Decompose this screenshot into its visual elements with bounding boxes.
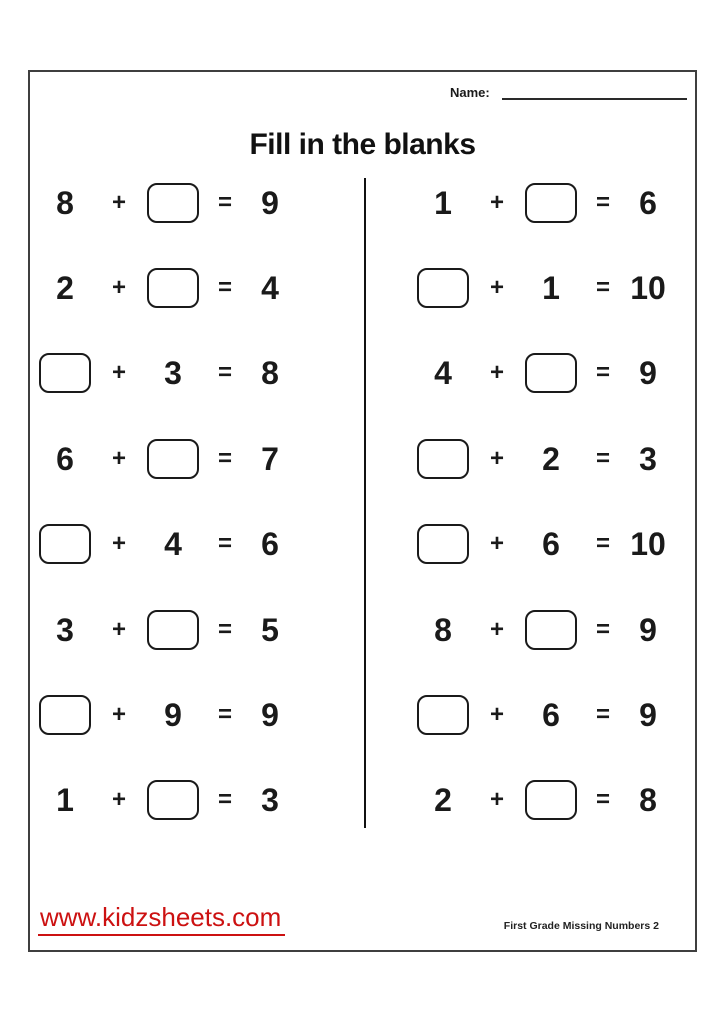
addend-value: 8: [56, 184, 74, 221]
result-value: 9: [261, 184, 279, 221]
plus-operator: +: [489, 274, 504, 302]
equals-sign: =: [595, 274, 610, 302]
equals-sign: =: [217, 701, 232, 729]
addend-value: 6: [56, 440, 74, 477]
equals-sign: =: [595, 359, 610, 387]
result-value: 5: [261, 611, 279, 648]
answer-box[interactable]: [147, 439, 199, 479]
answer-box[interactable]: [417, 695, 469, 735]
addend-value: 1: [56, 782, 74, 819]
equation-row: [414, 245, 666, 330]
equation-row: [414, 672, 666, 757]
addend-value: 2: [434, 782, 452, 819]
answer-box[interactable]: [147, 268, 199, 308]
equation-row: [414, 758, 666, 843]
page-title: Fill in the blanks: [249, 128, 476, 161]
result-value: 3: [639, 440, 657, 477]
site-link[interactable]: www.kidzsheets.com: [38, 904, 285, 936]
equals-sign: =: [595, 530, 610, 558]
addend-value: 1: [542, 270, 560, 307]
plus-operator: +: [111, 274, 126, 302]
addend-value: 4: [164, 526, 182, 563]
answer-box[interactable]: [417, 268, 469, 308]
sheet-border: [28, 70, 697, 952]
plus-operator: +: [111, 444, 126, 472]
equals-sign: =: [595, 701, 610, 729]
equals-sign: =: [217, 188, 232, 216]
equation-row: [414, 160, 666, 245]
addend-value: 4: [434, 355, 452, 392]
addend-value: 3: [56, 611, 74, 648]
equals-sign: =: [595, 444, 610, 472]
answer-box[interactable]: [39, 353, 91, 393]
result-value: 10: [630, 270, 666, 307]
equation-row: [414, 416, 666, 501]
plus-operator: +: [489, 530, 504, 558]
result-value: 8: [639, 782, 657, 819]
equation-row: [36, 331, 288, 416]
equation-row: [36, 672, 288, 757]
answer-box[interactable]: [417, 439, 469, 479]
name-label: Name:: [450, 85, 490, 100]
result-value: 4: [261, 270, 279, 307]
result-value: 6: [261, 526, 279, 563]
equation-row: [414, 502, 666, 587]
answer-box[interactable]: [147, 780, 199, 820]
addend-value: 1: [434, 184, 452, 221]
result-value: 3: [261, 782, 279, 819]
problems-column-left: [36, 160, 288, 843]
answer-box[interactable]: [525, 780, 577, 820]
result-value: 9: [639, 611, 657, 648]
answer-box[interactable]: [525, 183, 577, 223]
worksheet-caption: First Grade Missing Numbers 2: [503, 920, 659, 932]
column-divider: [364, 178, 366, 828]
plus-operator: +: [489, 444, 504, 472]
equals-sign: =: [595, 615, 610, 643]
result-value: 9: [639, 355, 657, 392]
result-value: 6: [639, 184, 657, 221]
equals-sign: =: [217, 444, 232, 472]
equation-row: [414, 331, 666, 416]
name-input-line[interactable]: [502, 84, 687, 100]
addend-value: 2: [542, 440, 560, 477]
equals-sign: =: [217, 530, 232, 558]
result-value: 10: [630, 526, 666, 563]
equation-row: [414, 587, 666, 672]
addend-value: 3: [164, 355, 182, 392]
result-value: 7: [261, 440, 279, 477]
answer-box[interactable]: [525, 610, 577, 650]
result-value: 8: [261, 355, 279, 392]
plus-operator: +: [489, 701, 504, 729]
answer-box[interactable]: [147, 183, 199, 223]
plus-operator: +: [111, 530, 126, 558]
plus-operator: +: [489, 786, 504, 814]
equals-sign: =: [217, 615, 232, 643]
equals-sign: =: [217, 786, 232, 814]
equation-row: [36, 758, 288, 843]
plus-operator: +: [111, 188, 126, 216]
equals-sign: =: [595, 786, 610, 814]
addend-value: 9: [164, 697, 182, 734]
equals-sign: =: [217, 274, 232, 302]
name-row: [450, 84, 687, 100]
plus-operator: +: [489, 359, 504, 387]
plus-operator: +: [111, 786, 126, 814]
result-value: 9: [261, 697, 279, 734]
equation-row: [36, 502, 288, 587]
plus-operator: +: [111, 701, 126, 729]
equals-sign: =: [595, 188, 610, 216]
equation-row: [36, 416, 288, 501]
problems-column-right: [414, 160, 666, 843]
plus-operator: +: [111, 615, 126, 643]
equation-row: [36, 587, 288, 672]
addend-value: 2: [56, 270, 74, 307]
answer-box[interactable]: [147, 610, 199, 650]
answer-box[interactable]: [525, 353, 577, 393]
addend-value: 8: [434, 611, 452, 648]
answer-box[interactable]: [417, 524, 469, 564]
plus-operator: +: [489, 615, 504, 643]
addend-value: 6: [542, 526, 560, 563]
answer-box[interactable]: [39, 524, 91, 564]
plus-operator: +: [489, 188, 504, 216]
answer-box[interactable]: [39, 695, 91, 735]
addend-value: 6: [542, 697, 560, 734]
plus-operator: +: [111, 359, 126, 387]
equation-row: [36, 245, 288, 330]
equation-row: [36, 160, 288, 245]
result-value: 9: [639, 697, 657, 734]
equals-sign: =: [217, 359, 232, 387]
